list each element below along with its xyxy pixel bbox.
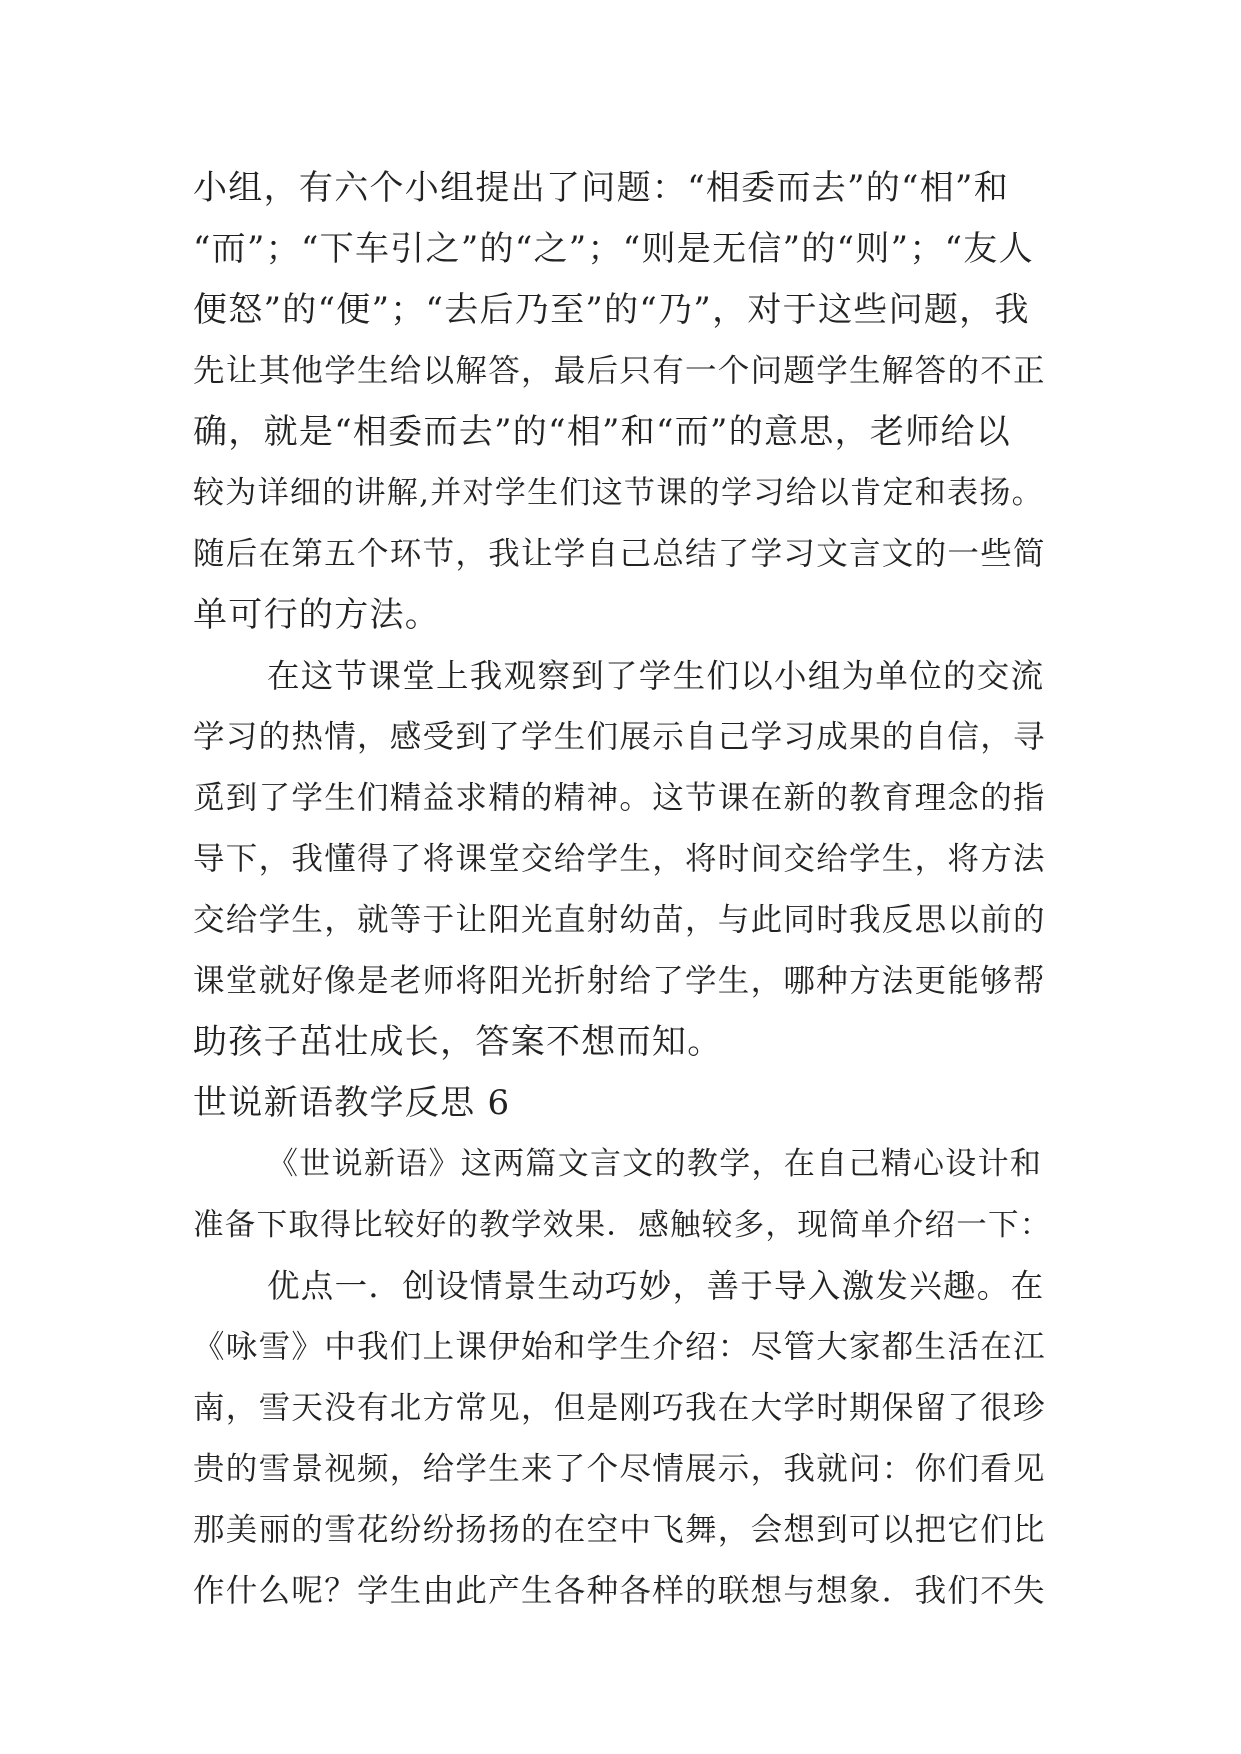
text-line: 导下，我懂得了将课堂交给学生，将时间交给学生，将方法 — [193, 841, 1046, 877]
text-line: 作什么呢？学生由此产生各种各样的联想与想象．我们不失 — [193, 1573, 1046, 1609]
text-line: 觅到了学生们精益求精的精神。这节课在新的教育理念的指 — [193, 780, 1046, 816]
paragraph-start-line: 在这节课堂上我观察到了学生们以小组为单位的交流 — [267, 657, 1045, 695]
text-line: 南，雪天没有北方常见，但是刚巧我在大学时期保留了很珍 — [193, 1390, 1046, 1426]
text-line: 先让其他学生给以解答，最后只有一个问题学生解答的不正 — [193, 353, 1046, 389]
text-line: 贵的雪景视频，给学生来了个尽情展示，我就问：你们看见 — [193, 1451, 1046, 1487]
text-line: “而”；“下车引之”的“之”；“则是无信”的“则”；“友人 — [193, 229, 1034, 269]
text-line: 随后在第五个环节，我让学自己总结了学习文言文的一些简 — [193, 536, 1046, 572]
paragraph-start-line: 优点一．创设情景生动巧妙，善于导入激发兴趣。在 — [267, 1267, 1045, 1305]
text-line: 小组，有六个小组提出了问题：“相委而去”的“相”和 — [193, 168, 1010, 208]
section-heading: 世说新语教学反思 6 — [193, 1083, 511, 1123]
text-line: 便怒”的“便”；“去后乃至”的“乃”，对于这些问题，我 — [193, 290, 1030, 330]
text-line: 交给学生，就等于让阳光直射幼苗，与此同时我反思以前的 — [193, 902, 1046, 938]
text-line: 准备下取得比较好的教学效果．感触较多，现简单介绍一下： — [193, 1208, 1052, 1243]
document-body — [193, 158, 1053, 1622]
text-line: 确，就是“相委而去”的“相”和“而”的意思，老师给以 — [193, 412, 1012, 452]
text-line: 那美丽的雪花纷纷扬扬的在空中飞舞，会想到可以把它们比 — [193, 1512, 1046, 1548]
text-line: 《咏雪》中我们上课伊始和学生介绍：尽管大家都生活在江 — [193, 1329, 1046, 1365]
text-line: 助孩子茁壮成长，答案不想而知。 — [193, 1022, 723, 1062]
text-line: 单可行的方法。 — [193, 595, 441, 635]
text-line: 较为详细的讲解,并对学生们这节课的学习给以肯定和表扬。 — [193, 475, 1044, 511]
text-line: 学习的热情，感受到了学生们展示自己学习成果的自信，寻 — [193, 719, 1046, 755]
text-line: 课堂就好像是老师将阳光折射给了学生，哪种方法更能够帮 — [193, 963, 1046, 999]
paragraph-start-line: 《世说新语》这两篇文言文的教学，在自己精心设计和 — [267, 1146, 1043, 1182]
